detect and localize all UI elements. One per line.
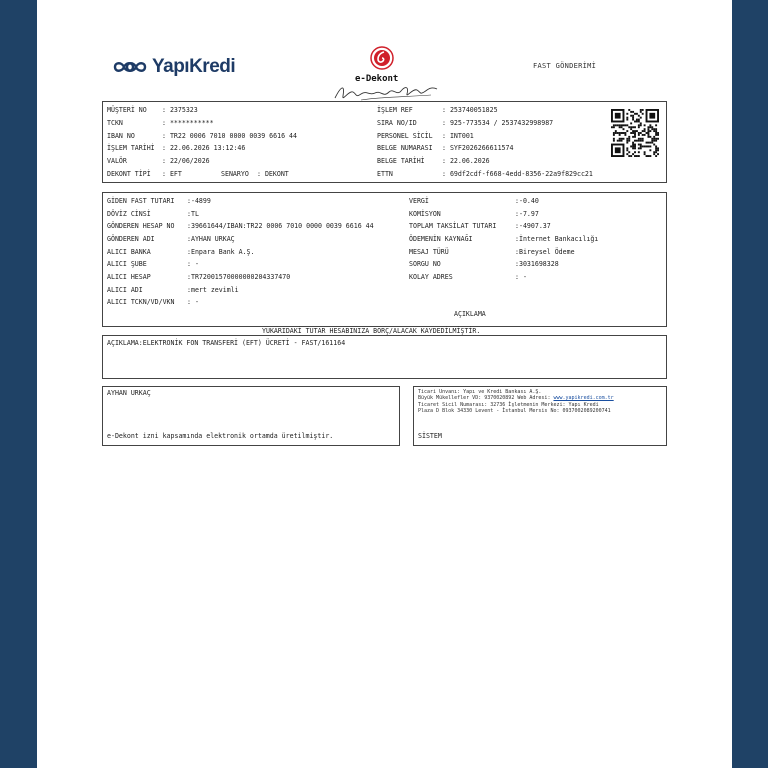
aciklama-text: AÇIKLAMA:ELEKTRONİK FON TRANSFERİ (EFT) ÜCRETİ - FAST/161164 (107, 339, 346, 347)
info-right-label: BELGE NUMARASI (377, 144, 433, 152)
info-value: : *********** (162, 119, 214, 127)
transfer-value: : - (187, 260, 199, 268)
info-right-label: SIRA NO/ID (377, 119, 417, 127)
transfer-right-label: KOLAY ADRES (409, 273, 453, 281)
transfer-right-value: :-0.40 (515, 197, 539, 205)
transfer-right-value: :Bireysel Ödeme (515, 248, 575, 256)
qr-code-icon (611, 109, 659, 157)
yapikredi-logo-icon (112, 58, 148, 76)
bank-info-line: Ticari Unvanı: Yapı ve Kredi Bankası A.Ş. (418, 389, 542, 395)
info-value: : EFT (162, 170, 182, 178)
customer-name: AYHAN URKAÇ (107, 389, 151, 397)
transfer-right-label: ÖDEMENİN KAYNAĞI (409, 235, 473, 243)
transfer-right-value: :-4907.37 (515, 222, 551, 230)
transfer-value: : - (187, 298, 199, 306)
info-value: : 22/06/2026 (162, 157, 210, 165)
info-value: : 2375323 (162, 106, 198, 114)
transfer-right-value: : - (515, 273, 527, 281)
transfer-value: :TL (187, 210, 199, 218)
transfer-right-value: :-7.97 (515, 210, 539, 218)
transfer-label: GİDEN FAST TUTARI (107, 197, 175, 205)
debit-credit-notice: YUKARIDAKİ TUTAR HESABINIZA BORÇ/ALACAK KAYDEDİLMİŞTİR. (262, 327, 481, 335)
info-right-label: PERSONEL SİCİL (377, 132, 433, 140)
info-label: İŞLEM TARİHİ (107, 144, 155, 152)
info-right-label: BELGE TARİHİ (377, 157, 425, 165)
electronic-note: e-Dekont izni kapsamında elektronik ortamda üretilmiştir. (107, 432, 334, 440)
transfer-right-value: :3031698328 (515, 260, 559, 268)
senaryo-label: SENARYO (221, 170, 249, 178)
info-right-value: : 925-773534 / 2537432998987 (442, 119, 554, 127)
transfer-label: DÖVİZ CİNSİ (107, 210, 151, 218)
bank-seal-icon (370, 46, 394, 70)
info-right-value: : 22.06.2026 (442, 157, 490, 165)
bank-info-line: Plaza D Blok 34330 Levent - İstanbul Mersis No: 0937002089200741 (418, 408, 611, 414)
bank-info-line: Ticaret Sicil Numarası: 32736 İşletmenin Merkezi: Yapı Kredi (418, 402, 599, 408)
transfer-value: :-4899 (187, 197, 211, 205)
receipt-page (37, 0, 732, 768)
info-right-label: İŞLEM REF (377, 106, 413, 114)
transfer-label: ALICI BANKA (107, 248, 151, 256)
info-right-label: ETTN (377, 170, 393, 178)
senaryo-value: : DEKONT (257, 170, 289, 178)
bank-info-line (418, 395, 614, 401)
transfer-label: ALICI ADI (107, 286, 143, 294)
aciklama-heading: AÇIKLAMA (454, 310, 486, 318)
transfer-label: ALICI HESAP (107, 273, 151, 281)
info-label: IBAN NO (107, 132, 135, 140)
sistem-label: SİSTEM (418, 432, 442, 440)
info-label: DEKONT TİPİ (107, 170, 151, 178)
brand-logo (112, 56, 235, 78)
bank-info-text: Büyük Mükellefler VD: 9370020892 Web Adresi: (418, 395, 554, 401)
transfer-right-label: MESAJ TÜRÜ (409, 248, 449, 256)
info-value: : TR22 0006 7010 0000 0039 6616 44 (162, 132, 297, 140)
transfer-value: :mert zevimli (187, 286, 239, 294)
info-label: VALÖR (107, 157, 127, 165)
transfer-right-value: :İnternet Bankacılığı (515, 235, 599, 243)
info-label: TCKN (107, 119, 123, 127)
edekont-label: e-Dekont (355, 74, 399, 84)
fast-title: FAST GÖNDERİMİ (533, 62, 597, 70)
transfer-right-label: KOMİSYON (409, 210, 441, 218)
info-right-value: : 69df2cdf-f668-4edd-8356-22a9f829cc21 (442, 170, 593, 178)
info-right-value: : SYF2026266611574 (442, 144, 514, 152)
info-label: MÜŞTERİ NO (107, 106, 147, 114)
transfer-value: :39661644/IBAN:TR22 0006 7010 0000 0039 6616 44 (187, 222, 374, 230)
transfer-label: GÖNDEREN ADI (107, 235, 155, 243)
info-right-value: : INT001 (442, 132, 474, 140)
transfer-right-label: SORGU NO (409, 260, 441, 268)
bank-website-link[interactable]: www.yapikredi.com.tr (553, 395, 614, 401)
transfer-label: GÖNDEREN HESAP NO (107, 222, 175, 230)
brand-name: YapıKredi (152, 56, 236, 77)
transfer-label: ALICI ŞUBE (107, 260, 147, 268)
info-right-value: : 253740051825 (442, 106, 498, 114)
transfer-right-label: TOPLAM TAKSİLAT TUTARI (409, 222, 497, 230)
transfer-right-label: VERGİ (409, 197, 429, 205)
transfer-value: :Enpara Bank A.Ş. (187, 248, 255, 256)
transfer-value: :TR72001570000000204337470 (187, 273, 291, 281)
transfer-value: :AYHAN URKAÇ (187, 235, 235, 243)
info-value: : 22.06.2026 13:12:46 (162, 144, 246, 152)
transfer-label: ALICI TCKN/VD/VKN (107, 298, 175, 306)
